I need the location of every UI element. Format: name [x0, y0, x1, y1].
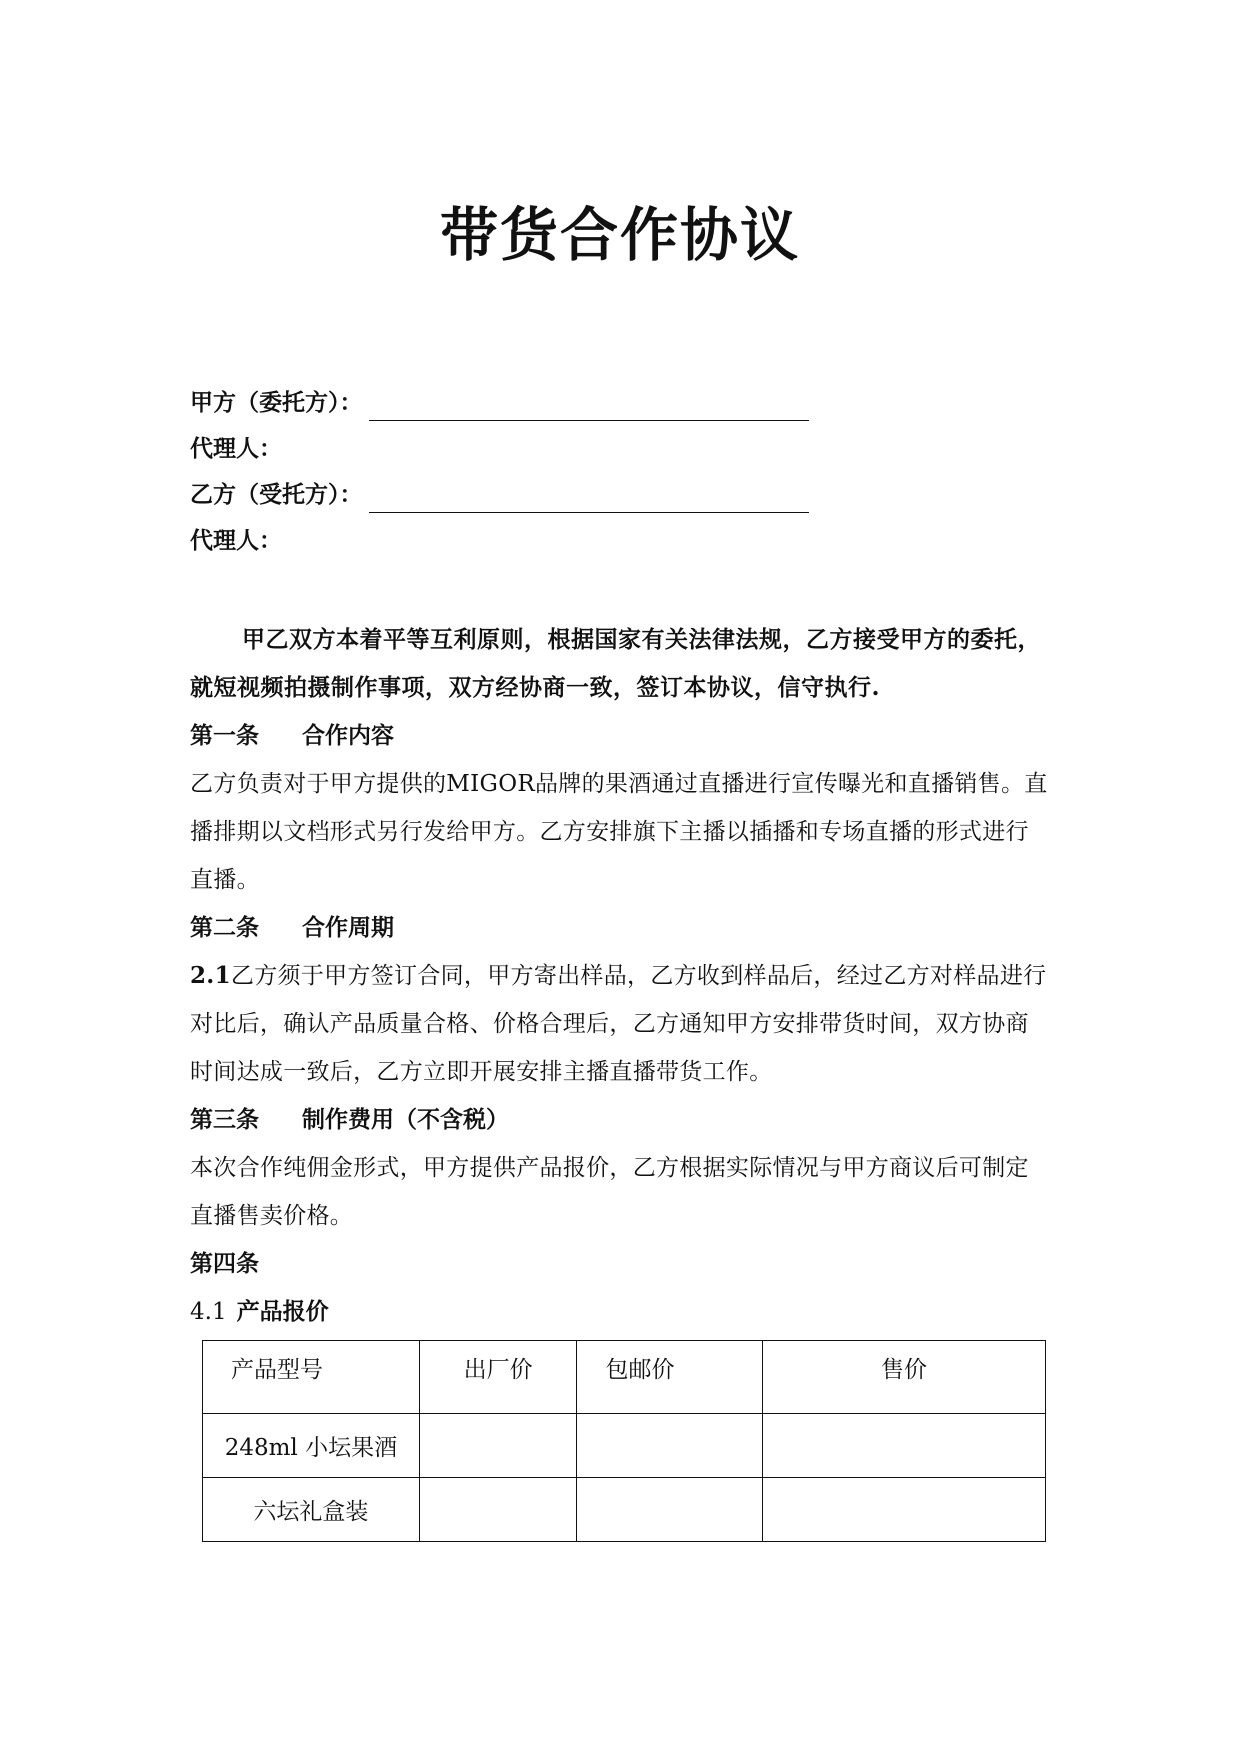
header-factory-price: 出厂价 — [419, 1341, 577, 1414]
cell-factory-price — [419, 1414, 577, 1478]
article-2-heading — [190, 904, 1050, 952]
document-title: 带货合作协议 — [439, 201, 800, 269]
clause-2-1-number: 2.1 — [190, 962, 231, 989]
article-3-number: 第三条 — [190, 1106, 259, 1133]
clause-2-1-text: 乙方须于甲方签订合同，甲方寄出样品，乙方收到样品后，经过乙方对样品进行对比后，确认产品质量合格、价格合理后，乙方通知甲方安排带货时间，双方协商时间达成一致后，乙方立即开展安排主播直播带货工作。 — [190, 963, 1047, 1085]
table-row — [203, 1414, 1046, 1478]
cell-model: 六坛礼盒装 — [203, 1478, 420, 1542]
cell-factory-price — [419, 1478, 577, 1542]
article-2-title: 合作周期 — [302, 914, 394, 941]
party-a-agent-line — [190, 426, 1090, 472]
agreement-body — [190, 616, 1050, 1336]
table-row — [203, 1478, 1046, 1542]
party-b-line — [190, 472, 1090, 518]
party-a-label: 甲方（委托方）： — [190, 389, 363, 416]
cell-shipping-included-price — [577, 1478, 763, 1542]
price-table — [202, 1340, 1046, 1542]
article-4-number: 第四条 — [190, 1250, 259, 1277]
article-1-text: 乙方负责对于甲方提供的MIGOR品牌的果酒通过直播进行宣传曝光和直播销售。直播排期以文档形式另行发给甲方。乙方安排旗下主播以插播和专场直播的形式进行直播。 — [190, 771, 1048, 893]
cell-model: 248ml 小坛果酒 — [203, 1414, 420, 1478]
party-b-blank — [369, 478, 809, 513]
article-3-title: 制作费用（不含税） — [302, 1106, 509, 1133]
article-2-clause — [190, 952, 1050, 1096]
article-2-number: 第二条 — [190, 914, 259, 941]
party-a-line — [190, 380, 1090, 426]
party-b-agent-line — [190, 518, 1090, 564]
party-a-agent-label: 代理人： — [190, 435, 282, 462]
article-4-heading — [190, 1240, 1050, 1288]
cell-shipping-included-price — [577, 1414, 763, 1478]
article-3-heading — [190, 1096, 1050, 1144]
article-1-heading — [190, 712, 1050, 760]
intro-paragraph: 甲乙双方本着平等互利原则，根据国家有关法律法规，乙方接受甲方的委托，就短视频拍摄制作事项，双方经协商一致，签订本协议，信守执行. — [190, 626, 1041, 701]
party-b-label: 乙方（受托方）： — [190, 481, 363, 508]
clause-4-1-heading — [190, 1288, 1050, 1336]
header-retail-price: 售价 — [763, 1341, 1046, 1414]
party-a-blank — [369, 386, 809, 421]
cell-retail-price — [763, 1414, 1046, 1478]
article-3-text: 本次合作纯佣金形式，甲方提供产品报价，乙方根据实际情况与甲方商议后可制定直播售卖价格。 — [190, 1155, 1029, 1229]
table-header-row — [203, 1341, 1046, 1414]
article-1-title: 合作内容 — [302, 722, 394, 749]
article-1-number: 第一条 — [190, 722, 259, 749]
party-info-block — [190, 380, 1090, 564]
cell-retail-price — [763, 1478, 1046, 1542]
clause-4-1-number: 4.1 — [190, 1299, 227, 1325]
clause-4-1-title: 产品报价 — [236, 1298, 329, 1325]
header-shipping-included-price: 包邮价 — [577, 1341, 763, 1414]
party-b-agent-label: 代理人： — [190, 527, 282, 554]
header-model: 产品型号 — [203, 1341, 420, 1414]
